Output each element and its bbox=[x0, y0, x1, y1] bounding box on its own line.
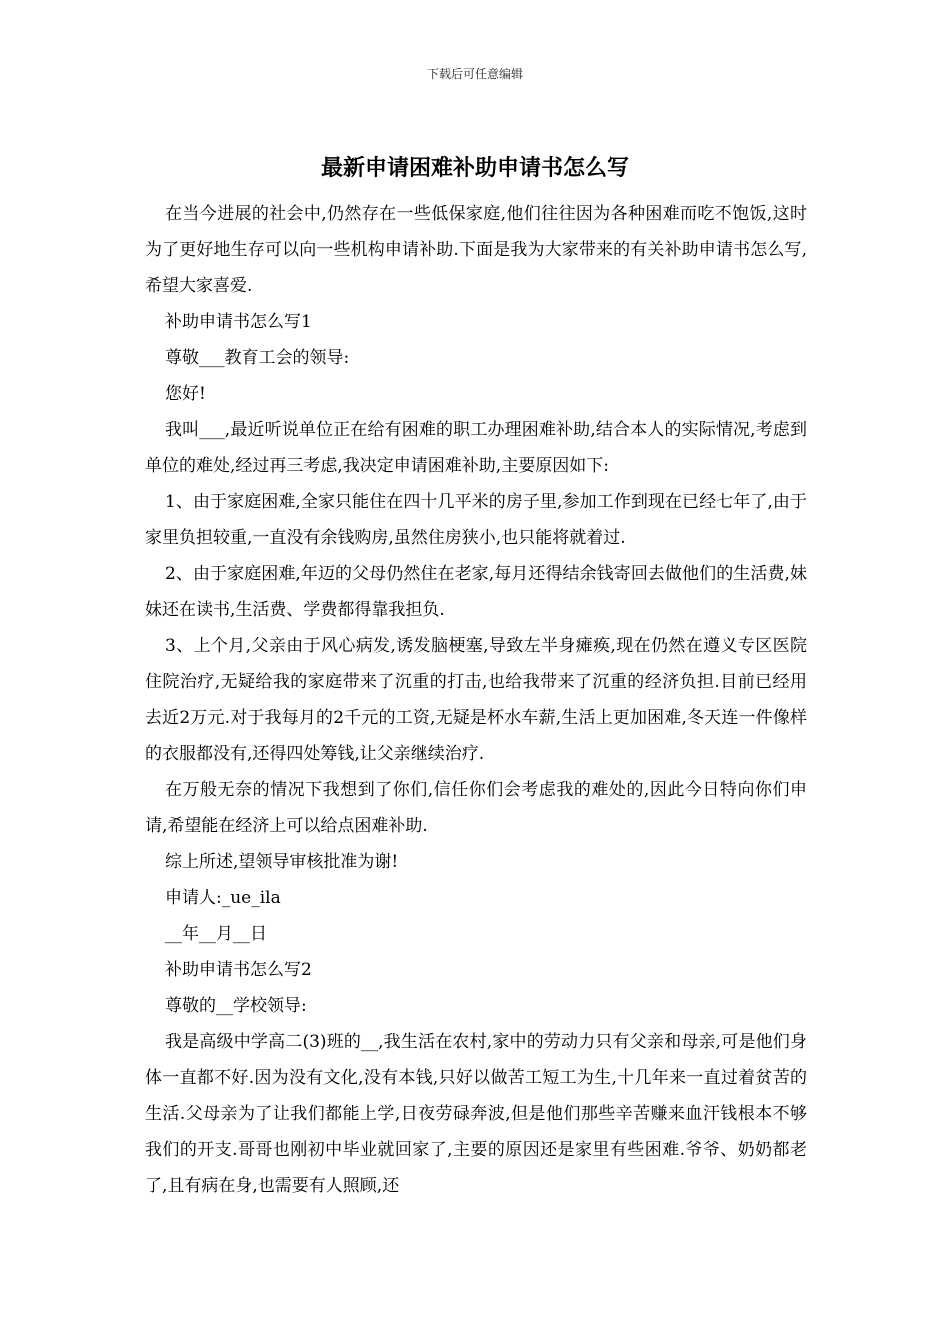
salutation: 尊敬___教育工会的领导: bbox=[165, 348, 350, 368]
body-paragraph: 我是高级中学高二(3)班的__,我生活在农村,家中的劳动力只有父亲和母亲,可是他们身体一直都不好.因为没有文化,没有本钱,只好以做苦工短工为生,十几年来一直过着贫苦的生活.父母亲为了让我们都能上学,日夜劳碌奔波,但是他们那些辛苦赚来血汗钱根本不够我们的开支.哥哥也刚初中毕业就回家了,主要的原因还是家里有些困难.爷爷、奶奶都老了,且有病在身,也需要有人照顾,还 bbox=[145, 1032, 807, 1196]
document-body bbox=[145, 196, 807, 1204]
intro-paragraph: 在当今进展的社会中,仍然存在一些低保家庭,他们往往因为各种困难而吃不饱饭,这时为了更好地生存可以向一些机构申请补助.下面是我为大家带来的有关补助申请书怎么写,希望大家喜爱. bbox=[145, 204, 807, 296]
salutation: 尊敬的__学校领导: bbox=[165, 996, 307, 1016]
reason-item: 1、由于家庭困难,全家只能住在四十几平米的房子里,参加工作到现在已经七年了,由于家里负担较重,一直没有余钱购房,虽然住房狭小,也只能将就着过. bbox=[145, 492, 807, 548]
section-heading: 补助申请书怎么写1 bbox=[165, 312, 312, 332]
body-paragraph: 在万般无奈的情况下我想到了你们,信任你们会考虑我的难处的,因此今日特向你们申请,希望能在经济上可以给点困难补助. bbox=[145, 780, 807, 836]
date-line: __年__月__日 bbox=[165, 924, 267, 944]
reason-item: 2、由于家庭困难,年迈的父母仍然住在老家,每月还得结余钱寄回去做他们的生活费,妹妹还在读书,生活费、学费都得靠我担负. bbox=[145, 564, 807, 620]
reason-item: 3、上个月,父亲由于风心病发,诱发脑梗塞,导致左半身瘫痪,现在仍然在遵义专区医院住院治疗,无疑给我的家庭带来了沉重的打击,也给我带来了沉重的经济负担.目前已经用去近2万元.对于我每月的2千元的工资,无疑是杯水车薪,生活上更加困难,冬天连一件像样的衣服都没有,还得四处筹钱,让父亲继续治疗. bbox=[145, 636, 807, 764]
applicant-line: 申请人:_ue_ila bbox=[165, 888, 281, 908]
greeting: 您好! bbox=[165, 384, 206, 404]
header-note: 下载后可任意编辑 bbox=[426, 67, 523, 81]
document-title: 最新申请困难补助申请书怎么写 bbox=[320, 155, 629, 181]
body-paragraph: 我叫___,最近听说单位正在给有困难的职工办理困难补助,结合本人的实际情况,考虑到单位的难处,经过再三考虑,我决定申请困难补助,主要原因如下: bbox=[145, 420, 807, 476]
section-heading: 补助申请书怎么写2 bbox=[165, 960, 312, 980]
closing-line: 综上所述,望领导审核批准为谢! bbox=[165, 852, 399, 872]
